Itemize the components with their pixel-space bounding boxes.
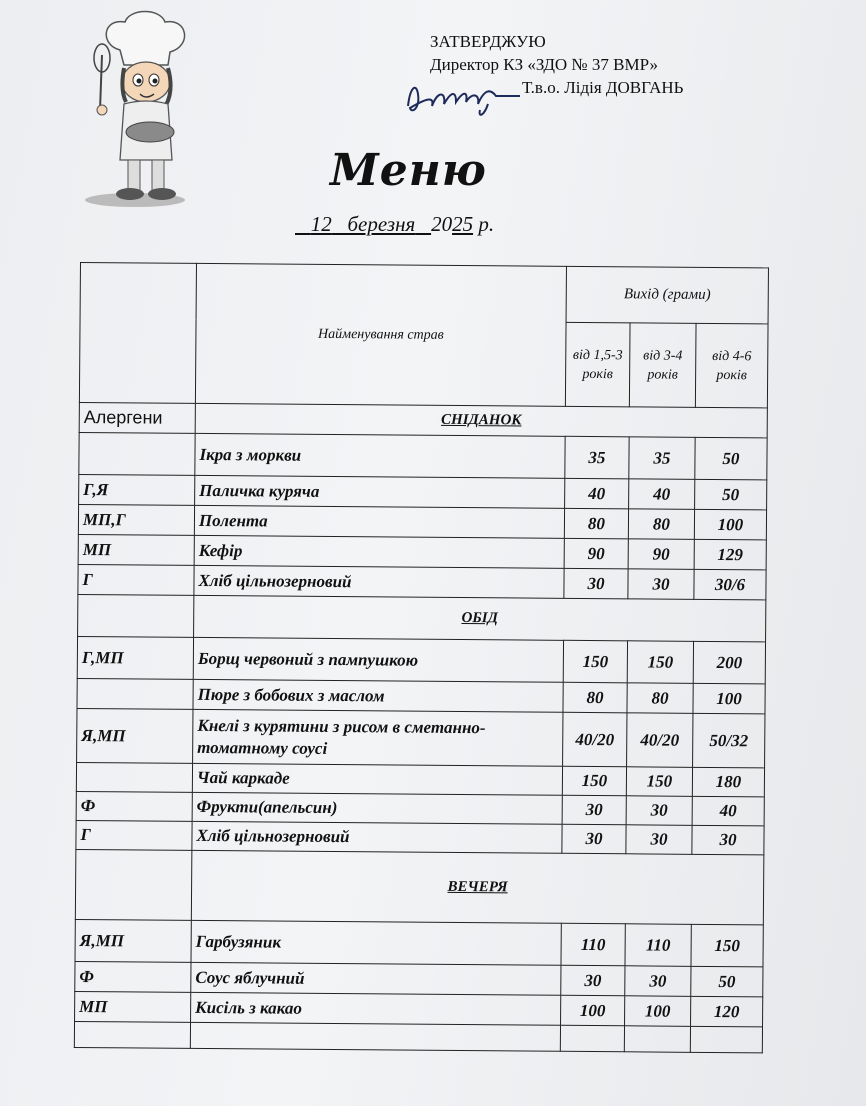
date-year-suffix: 25 xyxy=(452,212,474,236)
allergen-cell: Г xyxy=(76,820,192,850)
empty-cell xyxy=(560,1025,624,1052)
dish-cell: Полента xyxy=(194,505,564,538)
section-lunch: ОБІД xyxy=(194,595,766,641)
grams-cell: 50 xyxy=(691,966,763,997)
empty-cell xyxy=(74,1021,190,1048)
allergen-cell xyxy=(79,432,195,475)
grams-cell: 30 xyxy=(626,796,692,826)
grams-cell: 80 xyxy=(628,509,694,540)
allergen-cell xyxy=(77,678,193,709)
grams-cell: 40 xyxy=(565,478,629,509)
grams-cell: 50 xyxy=(695,479,767,510)
grams-cell: 40 xyxy=(692,796,764,826)
empty-cell xyxy=(624,1026,690,1053)
header-age-group: від 1,5-3 років xyxy=(565,322,630,407)
dish-cell: Борщ червоний з пампушкою xyxy=(193,637,563,682)
grams-cell: 150 xyxy=(691,924,763,967)
allergen-cell: МП,Г xyxy=(78,504,194,535)
table-row xyxy=(77,708,765,767)
grams-cell: 30 xyxy=(626,825,692,855)
grams-cell: 30/6 xyxy=(694,569,766,600)
grams-cell: 30 xyxy=(562,795,626,825)
grams-cell: 50 xyxy=(695,437,767,480)
grams-cell: 80 xyxy=(564,508,628,539)
allergen-cell: Г,МП xyxy=(77,636,193,679)
table-row xyxy=(75,919,763,966)
header-age-group: від 4-6 років xyxy=(695,323,768,408)
empty-cell xyxy=(690,1026,762,1053)
grams-cell: 150 xyxy=(626,767,692,797)
allergen-cell: МП xyxy=(78,534,194,565)
dish-cell: Паличка куряча xyxy=(195,475,565,508)
grams-cell: 150 xyxy=(563,640,627,683)
grams-cell: 30 xyxy=(625,966,691,997)
dish-cell: Соус яблучний xyxy=(191,962,561,995)
grams-cell: 90 xyxy=(628,539,694,570)
grams-cell: 30 xyxy=(562,824,626,854)
grams-cell: 50/32 xyxy=(693,713,765,768)
header-dish-name: Найменування страв xyxy=(195,263,566,406)
grams-cell: 110 xyxy=(561,923,625,966)
allergen-cell: Г,Я xyxy=(79,474,195,505)
grams-cell: 150 xyxy=(627,641,693,684)
grams-cell: 40/20 xyxy=(627,713,693,768)
table-header-row xyxy=(80,263,768,324)
grams-cell: 90 xyxy=(564,538,628,569)
dish-cell: Кнелі з курятини з рисом в сметанно-томатному соусі xyxy=(193,709,563,766)
allergens-label: Алергени xyxy=(79,402,195,433)
dish-cell: Чай каркаде xyxy=(192,763,562,795)
approval-heading: ЗАТВЕРДЖУЮ xyxy=(430,32,546,51)
table-row xyxy=(79,432,767,479)
grams-cell: 100 xyxy=(694,509,766,540)
section-dinner xyxy=(191,850,764,924)
grams-cell: 120 xyxy=(691,996,763,1027)
empty-cell xyxy=(75,849,192,920)
section-row-lunch xyxy=(78,594,766,641)
date-year-prefix: 20 xyxy=(431,212,453,236)
allergen-cell xyxy=(76,762,192,792)
handwritten-signature xyxy=(400,68,525,120)
table-row xyxy=(77,636,765,683)
grams-cell: 150 xyxy=(562,766,626,796)
dish-cell: Хліб цільнозерновий xyxy=(192,821,562,853)
grams-cell: 30 xyxy=(628,569,694,600)
date-month: березня xyxy=(347,212,416,236)
grams-cell: 35 xyxy=(565,436,629,479)
allergen-cell: Г xyxy=(78,564,194,595)
grams-cell: 40 xyxy=(629,479,695,510)
grams-cell: 100 xyxy=(625,996,691,1027)
dish-cell: Фрукти(апельсин) xyxy=(192,792,562,824)
grams-cell: 80 xyxy=(563,682,627,713)
section-dinner-label: ВЕЧЕРЯ xyxy=(447,878,508,896)
allergen-cell: Ф xyxy=(75,961,191,992)
dish-cell: Хліб цільнозерновий xyxy=(194,565,564,598)
section-breakfast: СНІДАНОК xyxy=(195,403,767,437)
dish-cell: Кисіль з какао xyxy=(191,992,561,1025)
grams-cell: 40/20 xyxy=(563,712,627,767)
empty-cell xyxy=(190,1022,560,1051)
grams-cell: 100 xyxy=(561,995,625,1026)
header-empty-cell xyxy=(79,263,196,404)
date-suffix: р. xyxy=(478,212,495,236)
grams-cell: 110 xyxy=(625,924,691,967)
grams-cell: 129 xyxy=(694,539,766,570)
grams-cell: 30 xyxy=(692,825,764,855)
grams-cell: 200 xyxy=(693,641,765,684)
grams-cell: 30 xyxy=(561,965,625,996)
date-day: 12 xyxy=(310,212,332,236)
page-title: Меню xyxy=(330,145,487,196)
dish-cell: Ікра з моркви xyxy=(195,433,565,478)
allergen-cell: Ф xyxy=(76,791,192,821)
header-age-group: від 3-4 років xyxy=(629,323,696,408)
menu-date xyxy=(295,212,494,237)
table-row-empty xyxy=(74,1021,762,1052)
grams-cell: 100 xyxy=(693,683,765,714)
allergen-cell: МП xyxy=(75,991,191,1022)
section-row-dinner xyxy=(75,849,764,924)
empty-cell xyxy=(78,594,194,637)
menu-table xyxy=(74,262,769,1053)
dish-cell: Пюре з бобових з маслом xyxy=(193,679,563,712)
chef-illustration xyxy=(80,10,220,210)
allergen-cell: Я,МП xyxy=(75,919,191,962)
approval-director: Директор КЗ «ЗДО № 37 ВМР» xyxy=(430,55,658,74)
grams-cell: 80 xyxy=(627,683,693,714)
approval-signer: Т.в.о. Лідія ДОВГАНЬ xyxy=(522,78,684,97)
dish-cell: Кефір xyxy=(194,535,564,568)
grams-cell: 30 xyxy=(564,568,628,599)
grams-cell: 35 xyxy=(629,437,695,480)
header-output-grams: Вихід (грами) xyxy=(566,266,768,324)
grams-cell: 180 xyxy=(692,767,764,797)
allergen-cell: Я,МП xyxy=(77,708,193,763)
dish-cell: Гарбузяник xyxy=(191,920,561,965)
